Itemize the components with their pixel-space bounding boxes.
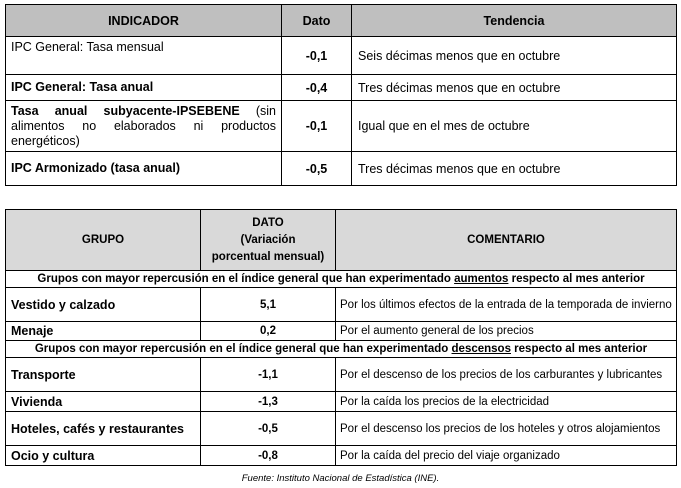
header-tendencia: Tendencia [352,5,677,37]
indicator-rest-part: (sin alimentos no elaborados ni productos energéticos) [11,103,276,148]
comment-cell: Por el descenso los precios de los hoteles y otros alojamientos [336,412,677,446]
comment-cell: Por el aumento general de los precios [336,322,677,341]
underlined-word: aumentos [454,273,509,285]
header-grupo: GRUPO [6,210,201,271]
indicator-cell: IPC Armonizado (tasa anual) [6,152,282,186]
table-row [6,322,677,341]
comment-cell: Por los últimos efectos de la entrada de la temporada de invierno [336,288,677,322]
trend-cell: Tres décimas menos que en octubre [352,75,677,101]
value-cell: -0,8 [201,446,336,466]
section-title-aumentos: Grupos con mayor repercusión en el índice general que han experimentado aumentos respecto al mes anterior [6,271,677,288]
value-cell: -0,5 [282,152,352,186]
underlined-word: descensos [451,343,511,355]
group-cell: Vivienda [6,392,201,412]
indicator-bold-part: Tasa anual subyacente-IPSEBENE [11,103,240,118]
indicators-header-row [6,5,677,37]
value-cell: -0,1 [282,37,352,75]
table-row [6,358,677,392]
trend-cell: Seis décimas menos que en octubre [352,37,677,75]
group-cell: Transporte [6,358,201,392]
comment-cell: Por la caída del precio del viaje organizado [336,446,677,466]
trend-cell: Tres décimas menos que en octubre [352,152,677,186]
header-dato [201,210,336,271]
value-cell: -1,1 [201,358,336,392]
value-cell: -0,4 [282,75,352,101]
group-cell: Hoteles, cafés y restaurantes [6,412,201,446]
group-cell: Vestido y calzado [6,288,201,322]
indicator-cell: IPC General: Tasa mensual [6,37,282,75]
table-row [6,446,677,466]
header-indicador: INDICADOR [6,5,282,37]
indicator-cell [6,101,282,152]
groups-table [5,209,677,466]
value-cell: -0,1 [282,101,352,152]
trend-cell: Igual que en el mes de octubre [352,101,677,152]
value-cell: -0,5 [201,412,336,446]
section-title-descensos: Grupos con mayor repercusión en el índice general que han experimentado descensos respecto al mes anterior [6,341,677,358]
table-row [6,101,677,152]
header-dato: Dato [282,5,352,37]
indicators-table [5,4,677,186]
comment-cell: Por el descenso de los precios de los carburantes y lubricantes [336,358,677,392]
header-dato-line3: porcentual mensual) [211,250,325,263]
table-row [6,288,677,322]
header-comentario: COMENTARIO [336,210,677,271]
group-cell: Menaje [6,322,201,341]
value-cell: 0,2 [201,322,336,341]
section-row-descensos [6,341,677,358]
group-cell: Ocio y cultura [6,446,201,466]
table-row [6,37,677,75]
section-row-aumentos [6,271,677,288]
source-note: Fuente: Instituto Nacional de Estadística (INE). [241,473,440,484]
groups-header-row [6,210,677,271]
table-row [6,75,677,101]
indicator-cell: IPC General: Tasa anual [6,75,282,101]
table-row [6,152,677,186]
comment-cell: Por la caída los precios de la electricidad [336,392,677,412]
value-cell: 5,1 [201,288,336,322]
table-row [6,392,677,412]
header-dato-line1: DATO [252,216,284,229]
table-row [6,412,677,446]
header-dato-line2: (Variación [240,233,296,246]
value-cell: -1,3 [201,392,336,412]
